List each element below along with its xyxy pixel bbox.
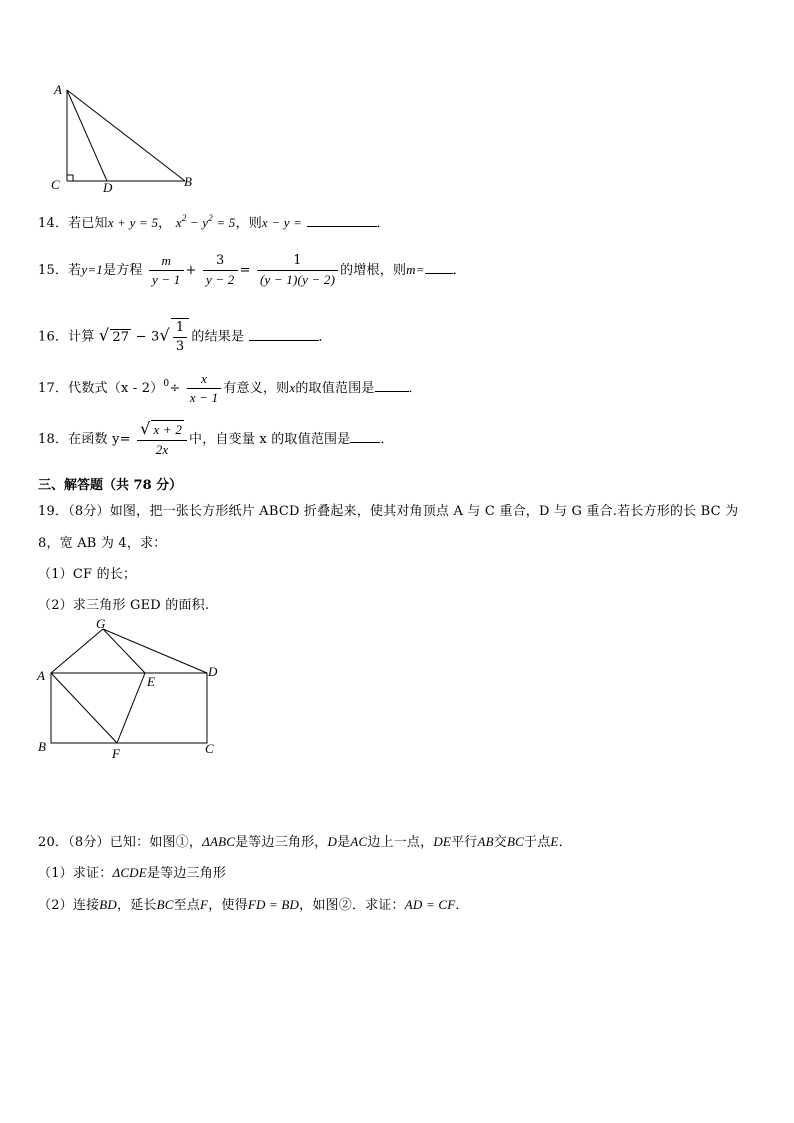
q17-number: 17．	[38, 381, 69, 396]
label-b: B	[184, 174, 192, 189]
question-15	[38, 252, 466, 289]
segment-ab	[67, 90, 185, 181]
label-e: E	[147, 674, 155, 689]
question-16	[38, 318, 332, 356]
q16-fraction: $\frac{1}{3}$	[171, 318, 189, 356]
segment-af	[51, 673, 117, 743]
q14-then: ，则	[235, 216, 262, 231]
q18-text-pre: 在函数 y=	[68, 432, 131, 447]
q16-radicand: 27	[112, 329, 130, 345]
label-d: D	[103, 180, 113, 195]
q16-minus: − 3	[131, 329, 160, 345]
question-18	[38, 420, 394, 459]
q16-number: 16．	[38, 329, 69, 345]
q17-fraction: $\frac{x}{x - 1}$	[187, 370, 222, 407]
q18-end: ．	[380, 432, 394, 447]
q17-text-post2: 的取值范围是	[295, 381, 375, 396]
sqrt-icon-2: √	[159, 325, 170, 345]
sqrt-icon: √	[98, 325, 110, 345]
label-a: A	[54, 82, 62, 97]
label-f: F	[112, 746, 120, 761]
q14-end: ．	[376, 216, 390, 231]
q15-plus: +	[185, 263, 197, 278]
label-g: G	[96, 616, 106, 631]
q15-text-post: 的增根，则	[340, 263, 407, 278]
right-angle-mark	[67, 175, 73, 181]
q18-answer-blank[interactable]	[350, 429, 380, 443]
q17-answer-blank[interactable]	[375, 378, 409, 392]
q15-equals: =	[239, 263, 251, 278]
q14-ask: x − y =	[261, 215, 303, 230]
q14-equation-1: x + y = 5	[107, 215, 159, 230]
label-a2: A	[37, 668, 45, 683]
question-17	[38, 370, 422, 407]
segment-ge	[103, 629, 145, 673]
q15-fraction-3: $\frac{1}{(y - 1)(y - 2)}$	[257, 252, 338, 289]
q17-text-post: 有意义，则	[223, 381, 290, 396]
label-d2: D	[208, 664, 218, 679]
segment-gd	[103, 629, 207, 673]
segment-ef	[117, 673, 145, 743]
q14-equation-2: $x^2 - y^2 = 5$	[175, 213, 236, 230]
q14-answer-blank[interactable]	[307, 213, 377, 227]
q18-number: 18．	[38, 432, 69, 447]
segment-ag	[51, 629, 103, 673]
q15-number: 15．	[38, 263, 69, 278]
q16-text-pre: 计算	[68, 329, 95, 345]
q17-end: ．	[408, 381, 422, 396]
sqrt-icon-3: √	[140, 419, 151, 438]
q19-line-2: 8，宽 AB 为 4，求：	[38, 536, 167, 551]
q15-text-pre: 若	[68, 263, 82, 278]
q14-separator: ，	[158, 216, 172, 231]
section-heading: 三、解答题（共 78 分）	[38, 478, 183, 493]
q17-divide: ÷	[169, 381, 181, 396]
q17-text-pre: 代数式（x - 2）	[68, 381, 164, 396]
q15-ask: m=	[406, 262, 425, 277]
q15-answer-blank[interactable]	[425, 260, 453, 274]
q15-fraction-2: $\frac{3}{y - 2}$	[203, 252, 238, 289]
q15-fraction-1: $\frac{m}{y - 1}$	[149, 252, 184, 289]
question-14	[38, 212, 390, 231]
figure-folded-rectangle	[30, 614, 230, 764]
q20-part-1: （1）求证：ΔCDE是等边三角形	[38, 865, 227, 881]
label-b2: B	[38, 739, 46, 754]
q17-variable: x	[289, 380, 296, 395]
q18-fraction: $\frac{√ x + 2}{2x}$	[137, 420, 187, 459]
label-c2: C	[205, 741, 214, 756]
q15-end: ．	[452, 263, 466, 278]
q19-line-1: 19．（8分）如图，把一张长方形纸片 ABCD 折叠起来，使其对角顶点 A 与 C 重合，D 与 G 重合.若长方形的长 BC 为	[38, 504, 739, 519]
q20-part-2: （2）连接BD，延长BC至点F，使得FD = BD，如图②．求证：AD = CF．	[38, 897, 469, 913]
q17-exponent: 0	[163, 379, 170, 389]
q16-end: ．	[318, 329, 332, 345]
label-c: C	[51, 177, 60, 192]
q19-part-2: （2）求三角形 GED 的面积.	[38, 598, 210, 613]
q16-answer-blank[interactable]	[249, 327, 319, 341]
q15-text-mid: 是方程	[103, 263, 143, 278]
q16-text-post: 的结果是	[191, 329, 245, 345]
rectangle-abcd	[51, 673, 207, 743]
q15-condition: y=1	[81, 262, 104, 277]
figure-triangle-acb	[40, 78, 210, 198]
q18-text-post: 中，自变量 x 的取值范围是	[189, 432, 351, 447]
segment-ad	[67, 90, 107, 181]
q19-part-1: （1）CF 的长；	[38, 567, 137, 582]
q20-line-1: 20．（8分）已知：如图①，ΔABC是等边三角形，D是AC边上一点，DE平行AB交BC于点E．	[38, 834, 572, 850]
q14-number: 14．	[38, 216, 69, 231]
q14-text: 若已知	[68, 216, 108, 231]
